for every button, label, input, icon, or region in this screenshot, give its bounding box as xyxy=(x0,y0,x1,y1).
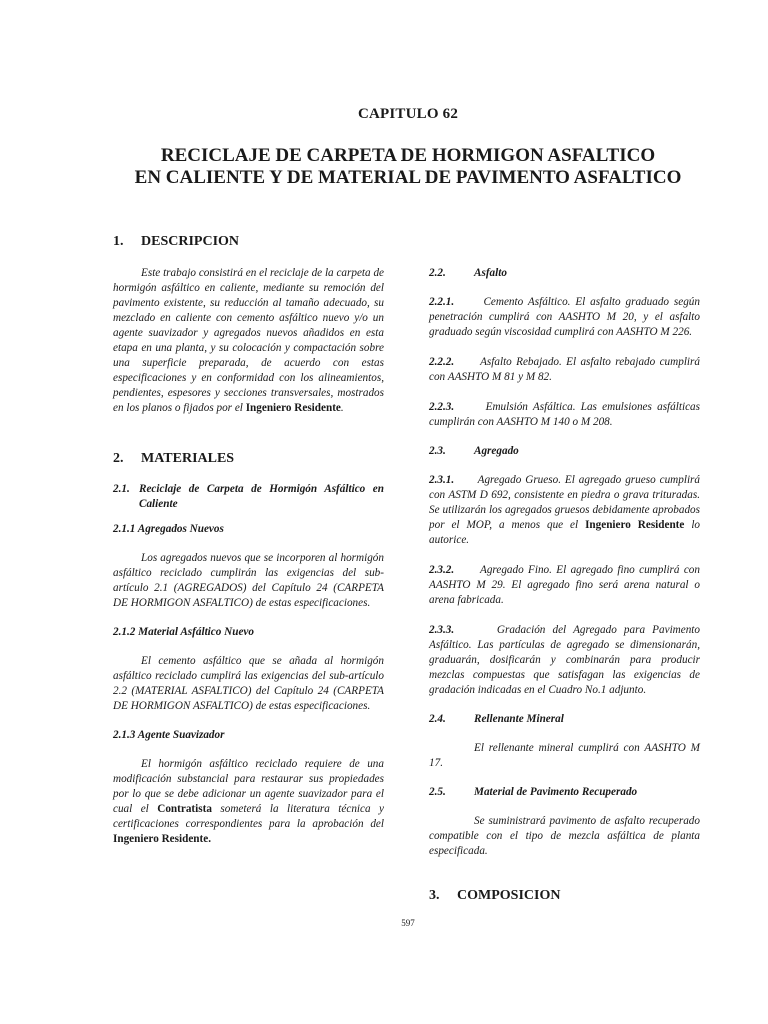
item-2-2-3 xyxy=(429,400,700,430)
subsection-title: Rellenante Mineral xyxy=(474,713,564,725)
paragraph-text: someterá la literatura técnica y certificaciones correspondientes para la aprobación del xyxy=(113,803,385,830)
bold-term: Ingeniero Residente xyxy=(585,519,685,531)
title-line-2: EN CALIENTE Y DE MATERIAL DE PAVIMENTO ASFALTICO xyxy=(134,167,682,188)
subsection-title: Material de Pavimento Recuperado xyxy=(474,786,638,798)
item-number: 2.2.2. xyxy=(429,356,455,368)
subsection-number: 2.4. xyxy=(429,713,446,725)
section-title: DESCRIPCION xyxy=(141,234,240,249)
subsection-title: Asfalto xyxy=(474,267,507,279)
subsection-2-1-1-heading: 2.1.1 Agregados Nuevos xyxy=(113,523,224,535)
section-1-paragraph xyxy=(113,266,384,416)
item-number: 2.2.1. xyxy=(429,296,455,308)
item-text: Agregado Grueso. El agregado grueso cumplirá con ASTM D 692, consistente en piedra o grava trituradas. Se utilizarán los agregados gruesos debidamente aprobados por el MOP, a menos que el xyxy=(429,474,700,531)
subsection-title: Agregado xyxy=(474,445,519,457)
page-number: 597 xyxy=(401,918,415,928)
item-text: Cemento Asfáltico. El asfalto graduado según penetración cumplirá con AASHTO M 20, y el asfalto graduado según viscosidad cumplirá con AASHTO M 226. xyxy=(429,296,700,338)
subsection-2-1-3-paragraph xyxy=(113,757,384,847)
item-text: Gradación del Agregado para Pavimento Asfáltico. Las partículas de agregado se dimensionarán, graduarán, dosificarán y combinarán para producir mezclas compuestas que satisfagan las exigencias de gradación indicadas en el Cuadro No.1 adjunto. xyxy=(429,624,701,696)
subsection-number: 2.5. xyxy=(429,786,446,798)
subsection-2-1-2-paragraph: El cemento asfáltico que se añada al hormigón asfáltico reciclado cumplirá las exigencias del sub-artículo 2.2 (MATERIAL ASFALTICO) del Capítulo 24 (CARPETA DE HORMIGON ASFALTICO) de estas especificaciones. xyxy=(113,655,384,712)
left-column xyxy=(113,233,384,847)
section-number: 3. xyxy=(429,888,440,903)
subsection-2-1-1-paragraph: Los agregados nuevos que se incorporen al hormigón asfáltico reciclado cumplirán las exigencias del sub-artículo 2.1 (AGREGADOS) del Capítulo 24 (CARPETA DE HORMIGON ASFALTICO) de estas especificaciones. xyxy=(113,552,384,609)
subsection-2-2-heading xyxy=(429,266,700,281)
subsection-2-1-heading xyxy=(113,482,384,512)
item-2-2-1 xyxy=(429,295,700,340)
subsection-number: 2.2. xyxy=(429,267,446,279)
subsection-title: Reciclaje de Carpeta de Hormigón Asfáltico en Caliente xyxy=(139,483,384,510)
subsection-2-1-2-heading: 2.1.2 Material Asfáltico Nuevo xyxy=(113,626,254,638)
section-number: 1. xyxy=(113,234,124,249)
item-text: Asfalto Rebajado. El asfalto rebajado cumplirá con AASHTO M 81 y M 82. xyxy=(429,356,700,383)
item-number: 2.2.3. xyxy=(429,401,455,413)
section-title: COMPOSICION xyxy=(457,888,561,903)
title-line-1: RECICLAJE DE CARPETA DE HORMIGON ASFALTICO xyxy=(160,145,656,166)
document-title xyxy=(0,145,768,189)
item-2-2-2 xyxy=(429,355,700,385)
section-number: 2. xyxy=(113,451,124,466)
subsection-2-3-heading xyxy=(429,444,700,459)
item-text: Emulsión Asfáltica. Las emulsiones asfálticas cumplirán con AASHTO M 140 o M 208. xyxy=(429,401,700,428)
subsection-2-1-3-heading: 2.1.3 Agente Suavizador xyxy=(113,729,225,741)
section-1-heading xyxy=(113,233,384,251)
item-number: 2.3.1. xyxy=(429,474,455,486)
item-2-3-2 xyxy=(429,563,700,608)
paragraph-end: . xyxy=(340,402,344,414)
item-2-3-3 xyxy=(429,623,700,698)
section-3-heading xyxy=(429,887,700,905)
chapter-heading: CAPITULO 62 xyxy=(357,106,459,122)
item-text: Agregado Fino. El agregado fino cumplirá con AASHTO M 29. El agregado fino será arena natural o arena fabricada. xyxy=(429,564,700,606)
subsection-2-4-paragraph: El rellenante mineral cumplirá con AASHTO M 17. xyxy=(429,742,700,769)
section-title: MATERIALES xyxy=(141,451,235,466)
paragraph-text: El hormigón asfáltico reciclado requiere de una modificación substancial para restaurar sus propiedades por lo que se debe adicionar un agente suavizador para el cual el xyxy=(113,758,384,815)
paragraph-text: Este trabajo consistirá en el reciclaje de la carpeta de hormigón asfáltico en caliente, mediante su remoción del pavimento existente, su reducción al tamaño adecuado, su mezclado en caliente con cemento asfáltico nuevo y/o un agente suavizador y agregados nuevos añadidos en esta etapa en una planta, y su colocación y compactación sobre una superficie preparada, de acuerdo con estas especificaciones y en conformidad con los alineamientos, pendientes, espesores y secciones transversales, mostrados en los planos o fijados por el xyxy=(113,267,384,414)
bold-term: Ingeniero Residente. xyxy=(113,833,211,845)
bold-term: Ingeniero Residente xyxy=(245,402,341,414)
right-column xyxy=(429,266,700,905)
item-2-3-1 xyxy=(429,473,700,548)
subsection-number: 2.3. xyxy=(429,445,446,457)
subsection-2-4-heading xyxy=(429,712,700,727)
subsection-2-5-heading xyxy=(429,785,700,800)
item-text-end: lo autorice. xyxy=(429,519,701,546)
bold-term: Contratista xyxy=(157,803,212,815)
item-number: 2.3.3. xyxy=(429,624,455,636)
subsection-2-5-paragraph: Se suministrará pavimento de asfalto recuperado compatible con el tipo de mezcla asfáltica de planta especificada. xyxy=(429,815,700,857)
subsection-number: 2.1. xyxy=(113,483,130,495)
section-2-heading xyxy=(113,450,384,468)
item-number: 2.3.2. xyxy=(429,564,455,576)
